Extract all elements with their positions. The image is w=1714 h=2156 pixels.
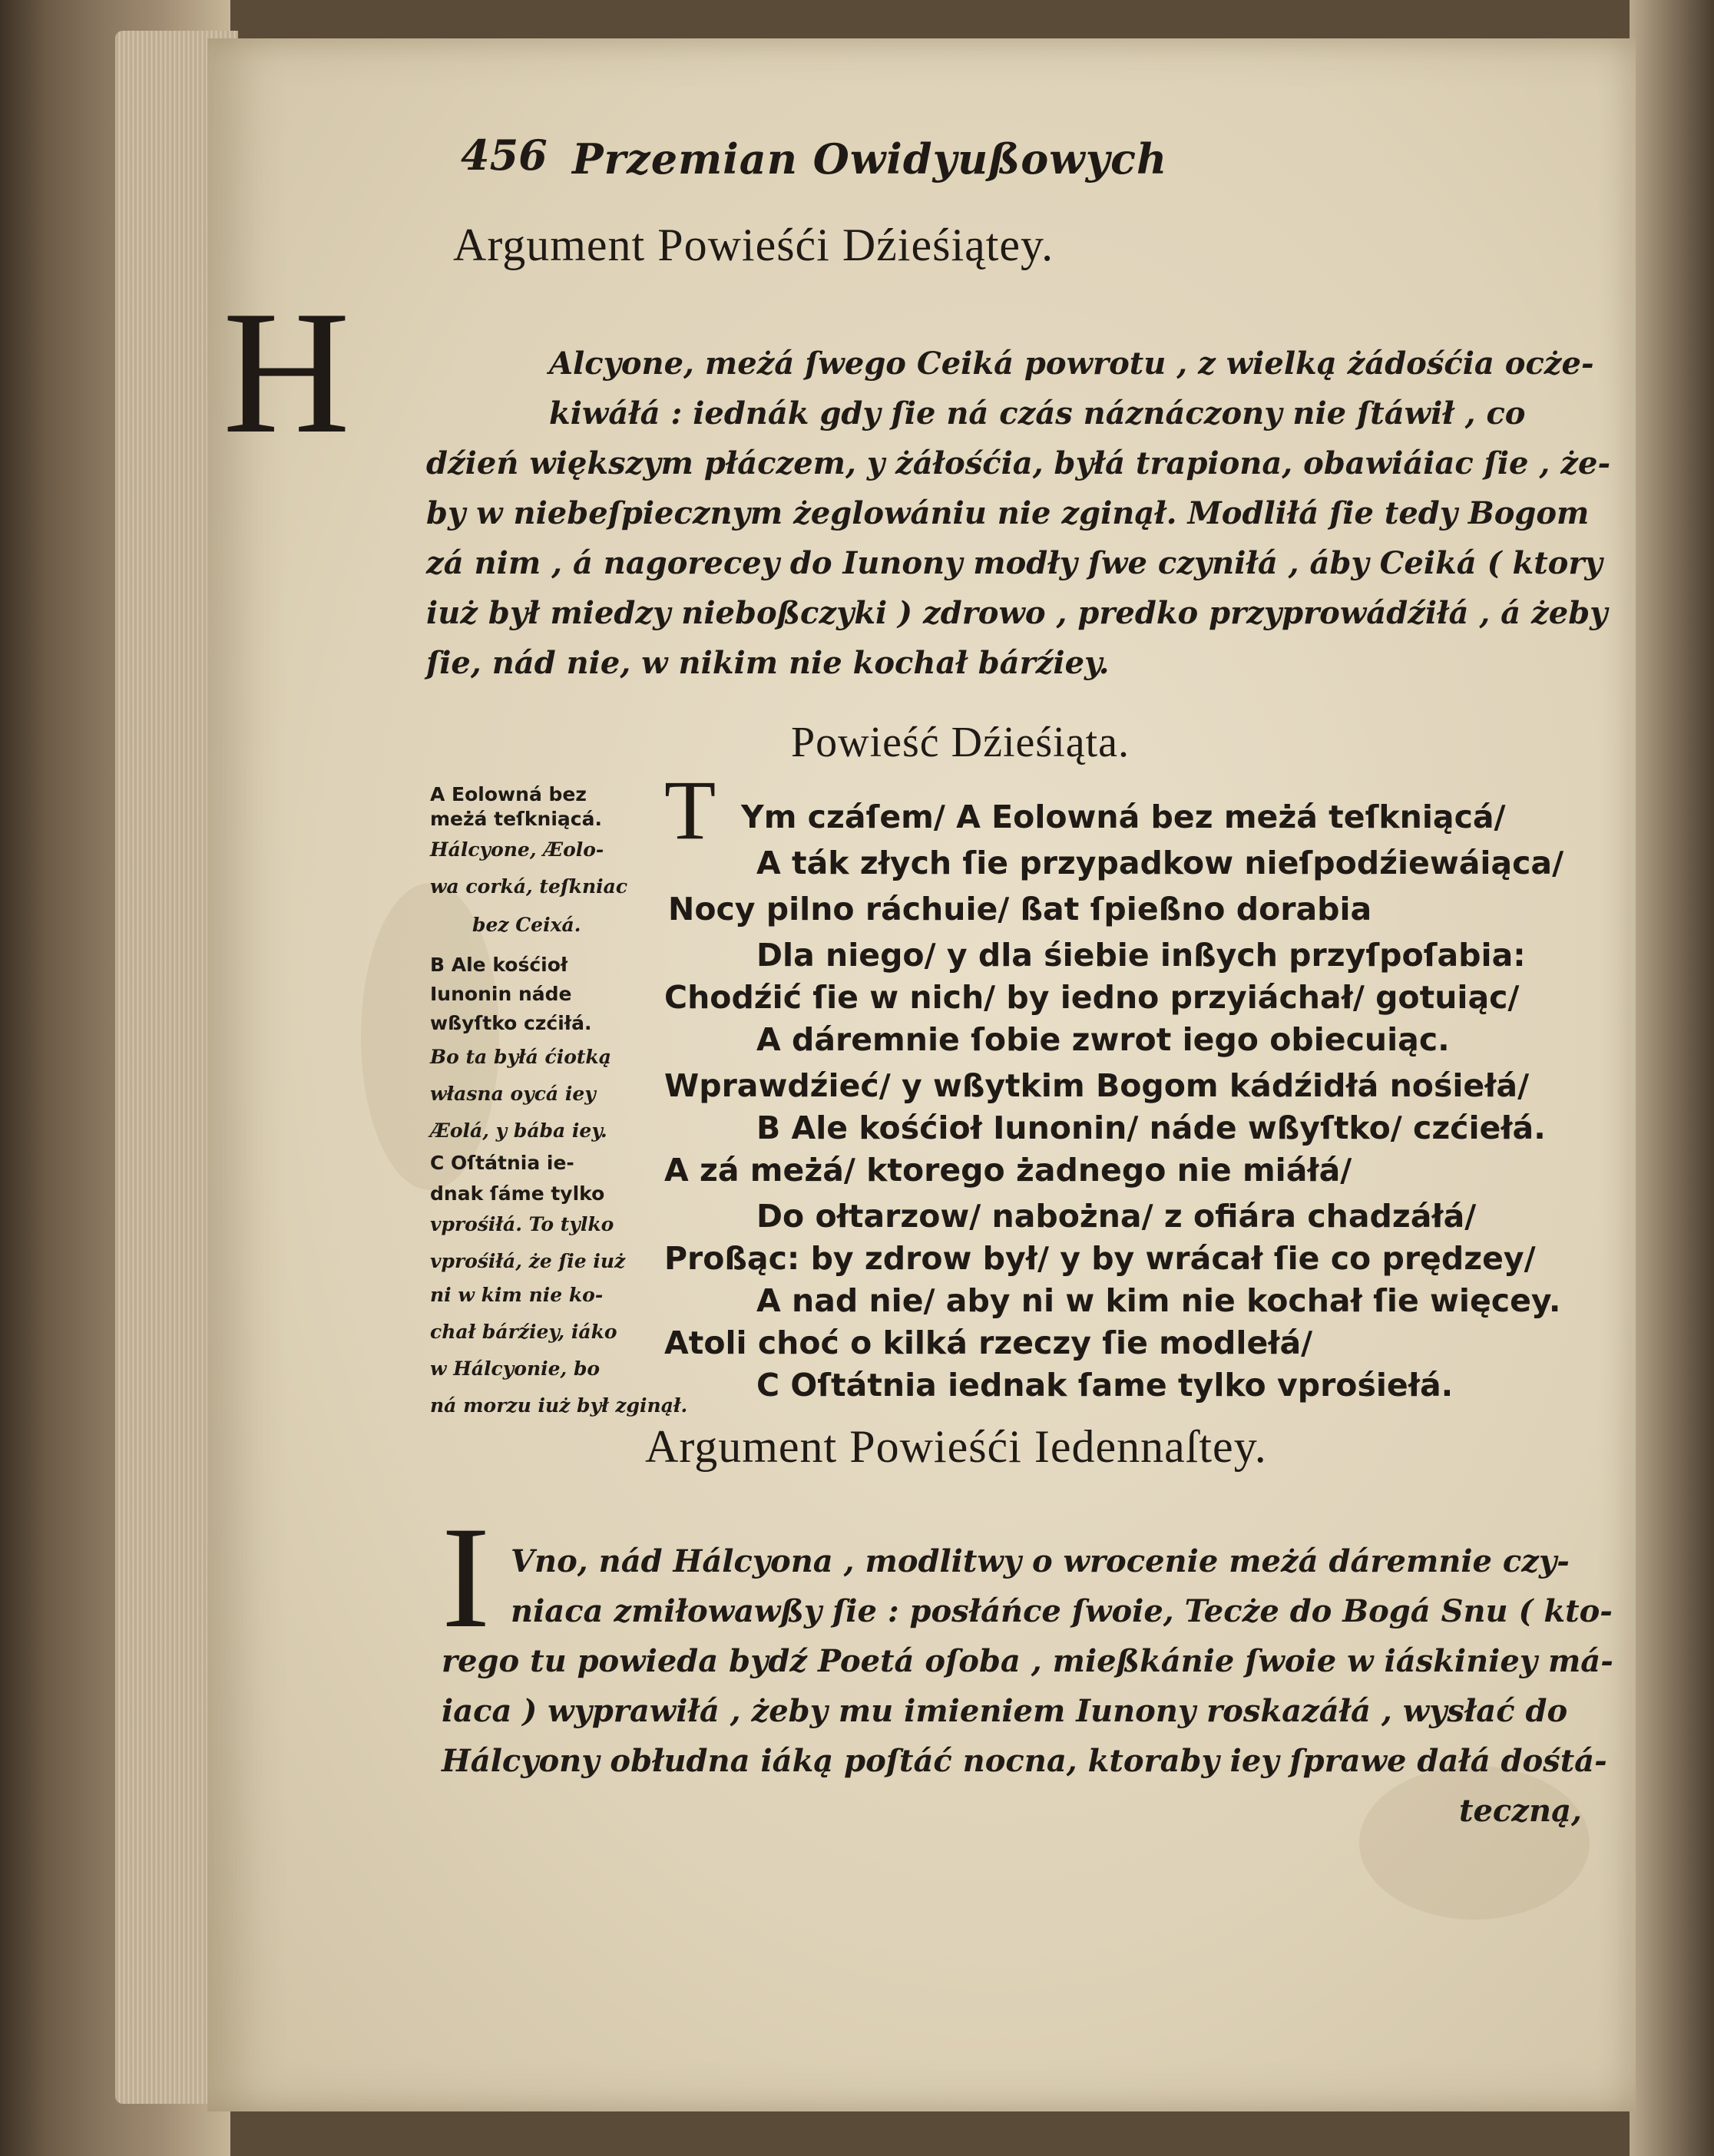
argument-11-line: niaca zmiłowawßy ſie : posłáńce ſwoie, Tecże do Bogá Snu ( kto- xyxy=(511,1593,1613,1629)
margin-note-line: ni w kim nie ko- xyxy=(430,1284,604,1306)
page-stain xyxy=(1359,1766,1590,1920)
verse-line: Dla niego/ y dla śiebie inßych przyſpoſabia: xyxy=(756,937,1526,974)
margin-note-line: własna oycá iey xyxy=(430,1083,596,1105)
running-head: Przemian Owidyußowych xyxy=(572,134,1168,184)
margin-note-line: C Oſtátnia ie- xyxy=(430,1152,574,1174)
argument-11-drop-cap: I xyxy=(442,1497,491,1658)
argument-10-drop-cap: H xyxy=(223,274,351,470)
verse-line: Chodźić ſie w nich/ by iedno przyiáchał/ gotuiąc/ xyxy=(664,979,1520,1016)
verse-line: Wprawdźieć/ y wßytkim Bogom kádźidłá nośiełá/ xyxy=(664,1067,1530,1104)
margin-note-line: chał bárźiey, iáko xyxy=(430,1321,617,1343)
margin-note-line: B Ale kośćioł xyxy=(430,954,568,976)
argument-11-line: Vno, nád Hálcyona , modlitwy o wrocenie meżá dáremnie czy- xyxy=(511,1543,1570,1579)
verse-line: B Ale kośćioł Iunonin/ náde wßyſtko/ czćiełá. xyxy=(756,1109,1546,1146)
verse-line: Nocy pilno ráchuie/ ßat ſpießno dorabia xyxy=(668,891,1372,928)
margin-note-line: dnak ſáme tylko xyxy=(430,1182,605,1205)
argument-10-line: zá nim , á nagorecey do Iunony modły ſwe czyniłá , áby Ceiká ( ktory xyxy=(426,545,1603,581)
argument-10-line: by w niebeſpiecznym żeglowániu nie zginął. Modliłá ſie tedy Bogom xyxy=(426,495,1590,531)
margin-note-line: bez Ceixá. xyxy=(472,914,581,936)
margin-note-line: meżá teſkniącá. xyxy=(430,808,602,830)
argument-11-line: Hálcyony obłudna iáką poſtáć nocna, ktoraby iey ſprawe dałá dośtá- xyxy=(442,1743,1607,1779)
verse-line: A dáremnie ſobie zwrot iego obiecuiąc. xyxy=(756,1021,1450,1058)
verse-line: Proßąc: by zdrow był/ y by wrácał ſie co prędzey/ xyxy=(664,1240,1536,1277)
story-10-heading: Powieść Dźieśiąta. xyxy=(791,719,1130,766)
page-number: 456 xyxy=(461,131,548,180)
margin-note-line: wßyſtko czćiłá. xyxy=(430,1012,592,1034)
margin-note-line: vprośiłá. To tylko xyxy=(430,1213,614,1235)
margin-note-line: vprośiłá, że ſie iuż xyxy=(430,1250,626,1272)
argument-10-line: Alcyone, meżá ſwego Ceiká powrotu , z wielką żádośćia ocże- xyxy=(549,346,1594,382)
margin-note-line: Hálcyone, Æolo- xyxy=(430,838,604,861)
argument-11-line: rego tu powieda bydź Poetá oſoba , mießkánie ſwoie w iáskiniey má- xyxy=(442,1643,1613,1679)
verse-line: A ták złych ſie przypadkow nieſpodźiewáiąca/ xyxy=(756,845,1564,881)
argument-10-line: kiwáłá : iednák gdy ſie ná czás náznáczony nie ſtáwił , co xyxy=(549,395,1526,432)
margin-note-line: A Eolowná bez xyxy=(430,783,587,805)
story-10-drop-cap: T xyxy=(664,763,716,857)
margin-note-line: Bo ta byłá ćiotką xyxy=(430,1046,611,1068)
margin-note-line: w Hálcyonie, bo xyxy=(430,1357,601,1380)
argument-11-line: teczną, xyxy=(1459,1793,1582,1829)
argument-10-line: ſie, nád nie, w nikim nie kochał bárźiey. xyxy=(426,645,1110,681)
facing-page-edge xyxy=(1630,0,1714,2156)
verse-line: Do ołtarzow/ nabożna/ z ofiára chadzáłá/ xyxy=(756,1198,1477,1235)
argument-11-heading: Argument Powieśći Iedennaſtey. xyxy=(645,1421,1267,1472)
argument-10-line: dźień większym płáczem, y żáłośćia, byłá trapiona, obawiáiac ſie , że- xyxy=(426,445,1611,481)
argument-10-heading: Argument Powieśći Dźieśiątey. xyxy=(453,220,1054,270)
verse-line: Atoli choć o kilká rzeczy ſie modlełá/ xyxy=(664,1324,1313,1361)
argument-11-line: iaca ) wyprawiłá , żeby mu imieniem Iunony roskazáłá , wysłać do xyxy=(442,1693,1568,1729)
verse-line: A nad nie/ aby ni w kim nie kochał ſie więcey. xyxy=(756,1282,1561,1319)
verse-line: C Oſtátnia iednak ſame tylko vprośiełá. xyxy=(756,1367,1454,1404)
margin-note-line: ná morzu iuż był zginął. xyxy=(430,1394,688,1417)
margin-note-line: Æolá, y bába iey. xyxy=(430,1119,607,1142)
margin-note-line: Iunonin náde xyxy=(430,983,572,1005)
verse-line: A zá meżá/ ktorego żadnego nie miáłá/ xyxy=(664,1152,1352,1189)
argument-10-line: iuż był miedzy nieboßczyki ) zdrowo , predko przyprowádźiłá , á żeby xyxy=(426,595,1608,631)
margin-note-line: wa corká, teſkniac xyxy=(430,875,628,898)
verse-line: Ym czáſem/ A Eolowná bez meżá teſkniącá/ xyxy=(741,799,1506,835)
